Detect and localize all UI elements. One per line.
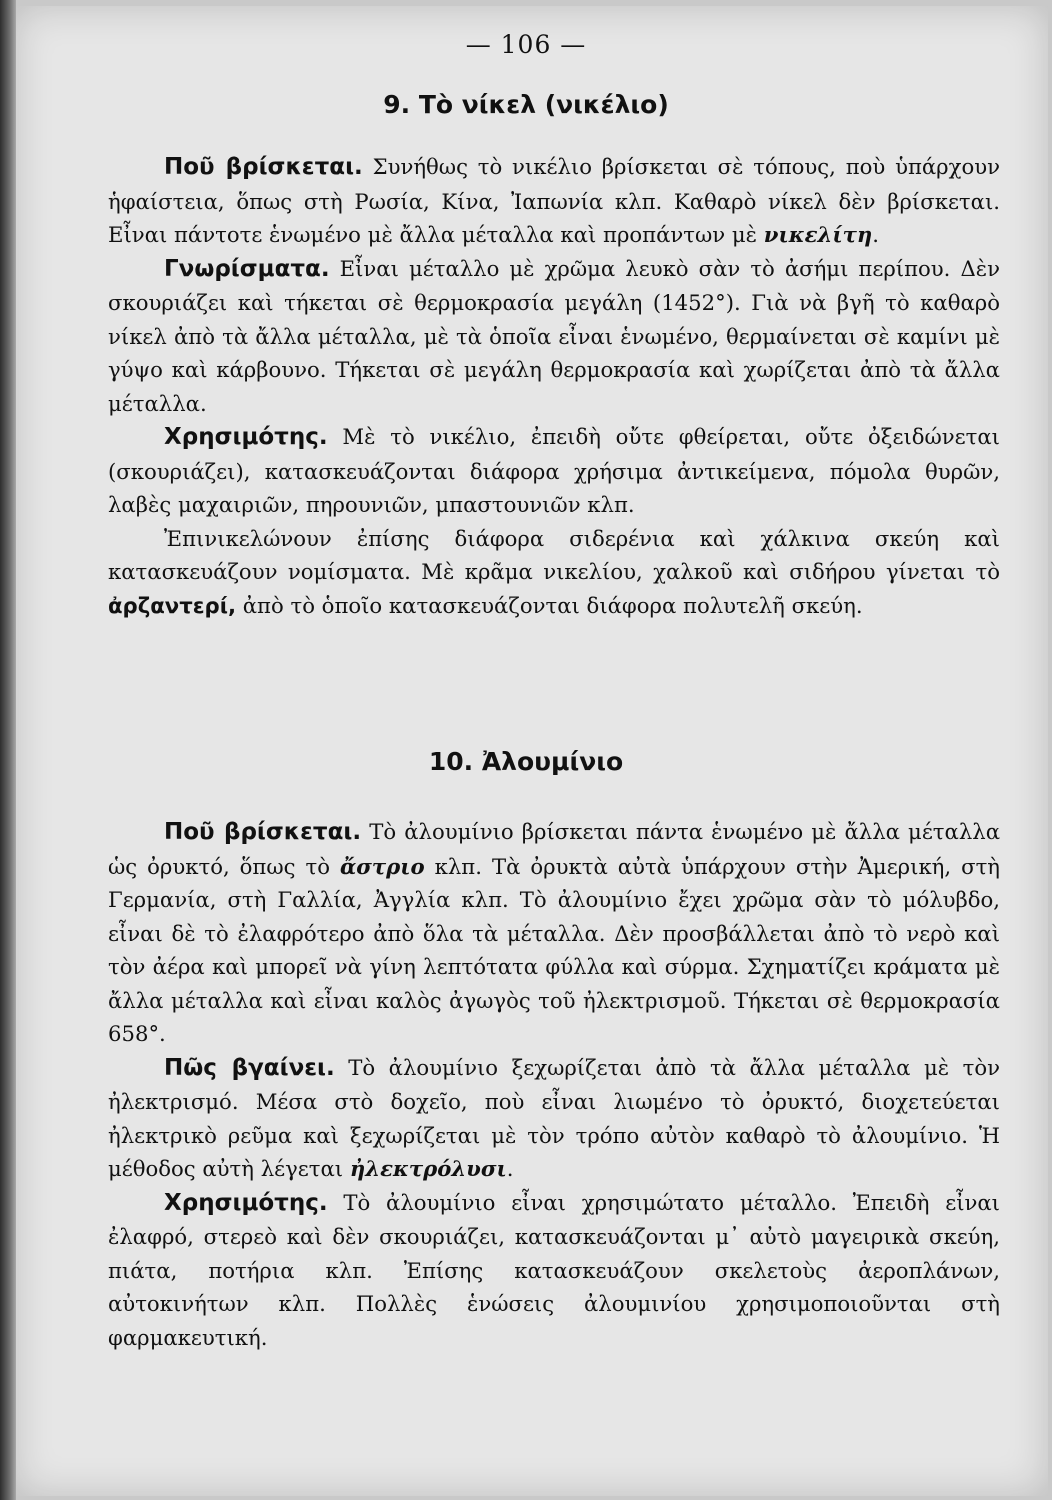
paragraph-aluminium-uses [108,1186,1000,1355]
paragraph-lead: Ποῦ βρίσκεται. [164,819,362,845]
paragraph-text: Εἶναι μέταλλο μὲ χρῶμα λευκὸ σὰν τὸ ἀσήμι περίπου. Δὲν σκουριάζει καὶ τήκεται σὲ θερμοκρασία μεγάλη (1452°). Γιὰ νὰ βγῆ τὸ καθαρὸ νίκελ ἀπὸ τὰ ἄλλα μέταλλα, μὲ τὰ ὁποῖα εἶναι ἑνωμένο, θερμαίνεται σὲ καμίνι μὲ γύψο καὶ κάρβουνο. Τήκεται σὲ μεγάλη θερμοκρασία καὶ χωρίζεται ἀπὸ τὰ ἄλλα μέταλλα. [108,255,1000,416]
paragraph-lead: Πῶς βγαίνει. [164,1054,335,1081]
paragraph-text: Τὸ ἀλουμίνιο ξεχωρίζεται ἀπὸ τὰ ἄλλα μέταλλα μὲ τὸν ἠλεκτρισμό. Μέσα στὸ δοχεῖο, ποὺ εἶναι λιωμένο τὸ ὀρυκτό, διοχετεύεται ἠλεκτρικὸ ρεῦμα καὶ ξεχωρίζεται μὲ τὸν τρόπο αὐτὸν καθαρὸ τὸ ἀλουμίνιο. Ἡ μέθοδος αὐτὴ λέγεται [108,1054,1000,1181]
paragraph-text: κλπ. Τὰ ὀρυκτὰ αὐτὰ ὑπάρχουν στὴν Ἀμερική, στὴ Γερμανία, στὴ Γαλλία, Ἀγγλία κλπ. Τὸ ἀλουμίνιο ἔχει χρῶμα σὰν τὸ μόλυβδο, εἶναι δὲ τὸ ἐλαφρότερο ἀπὸ ὅλα τὰ μέταλλα. Δὲν προσβάλλεται ἀπὸ τὸ νερὸ καὶ τὸν ἀέρα καὶ μπορεῖ νὰ γίνη λεπτότατα φύλλα καὶ σύρμα. Σχηματίζει κράματα μὲ ἄλλα μέταλλα καὶ εἶναι καλὸς ἀγωγὸς τοῦ ἠλεκτρισμοῦ. Τήκεται σὲ θερμοκρασία 658°. [108,853,1000,1046]
paragraph-text: . [872,222,879,247]
paragraph-text: Συνήθως τὸ νικέλιο βρίσκεται σὲ τόπους, ποὺ ὑπάρχουν ἡφαίστεια, ὅπως στὴ Ρωσία, Κίνα, Ἰαπωνία κλπ. Καθαρὸ νίκελ δὲν βρίσκεται. Εἶναι πάντοτε ἑνωμένο μὲ ἄλλα μέταλλα καὶ προπάντων μὲ [108,154,1000,247]
paragraph-nickel-characteristics [108,252,1000,421]
paragraph-text: Τὸ ἀλουμίνιο βρίσκεται πάντα ἑνωμένο μὲ ἄλλα μέταλλα ὡς ὀρυκτό, ὅπως τὸ [108,819,1001,879]
paragraph-lead: Χρησιμότης. [164,424,328,450]
section-title-aluminium: 10. Ἀλουμίνιο [428,747,624,776]
paragraph-text: Τὸ ἀλουμίνιο εἶναι χρησιμώτατο μέταλλο. Ἐπειδὴ εἶναι ἐλαφρό, στερεὸ καὶ δὲν σκουριάζει, κατασκευάζονται μ᾽ αὐτὸ μαγειρικὰ σκεύη, πιάτα, ποτήρια κλπ. Ἐπίσης κατασκευάζουν σκελετοὺς ἀεροπλάνων, αὐτοκινήτων κλπ. Πολλὲς ἑνώσεις ἀλουμινίου χρησιμοποιοῦνται στὴ φαρμακευτική. [108,1189,1000,1350]
paragraph-text: Ἐπινικελώνουν ἐπίσης διάφορα σιδερένια καὶ χάλκινα σκεύη καὶ κατασκευάζουν νομίσματα. Μὲ κρᾶμα νικελίου, χαλκοῦ καὶ σιδήρου γίνεται τὸ [108,525,1000,584]
paragraph-text: Μὲ τὸ νικέλιο, ἐπειδὴ οὔτε φθείρεται, οὔτε ὀξειδώνεται (σκουριάζει), κατασκευάζονται διάφορα χρήσιμα ἀντικείμενα, πόμολα θυρῶν, λαβὲς μαχαιριῶν, πηρουνιῶν, μπαστουνιῶν κλπ. [108,424,1000,517]
paragraph-nickel-where-found [108,150,1000,252]
section-title-nickel: 9. Τὸ νίκελ (νικέλιο) [383,90,669,119]
mineral-term: νικελίτη [763,222,873,247]
page-number: — 106 — [465,30,587,59]
mineral-term: ἄστριο [339,853,425,879]
paragraph-text: ἀπὸ τὸ ὁποῖο κατασκευάζονται διάφορα πολυτελῆ σκεύη. [236,592,863,618]
paragraph-lead: Ποῦ βρίσκεται. [164,154,363,180]
paragraph-lead: Χρησιμότης. [164,1189,328,1216]
section-body-nickel [108,150,1000,622]
section-body-aluminium [108,815,1000,1354]
paragraph-aluminium-where-found [108,815,1000,1051]
paragraph-nickel-plating [108,522,1000,623]
process-term: ἠλεκτρόλυσι [349,1156,507,1181]
alloy-term: ἀρζαντερί, [108,592,237,618]
paragraph-text: . [506,1156,514,1181]
paragraph-aluminium-extraction [108,1051,1000,1186]
paragraph-nickel-uses [108,420,1000,522]
paragraph-lead: Γνωρίσματα. [164,255,330,282]
